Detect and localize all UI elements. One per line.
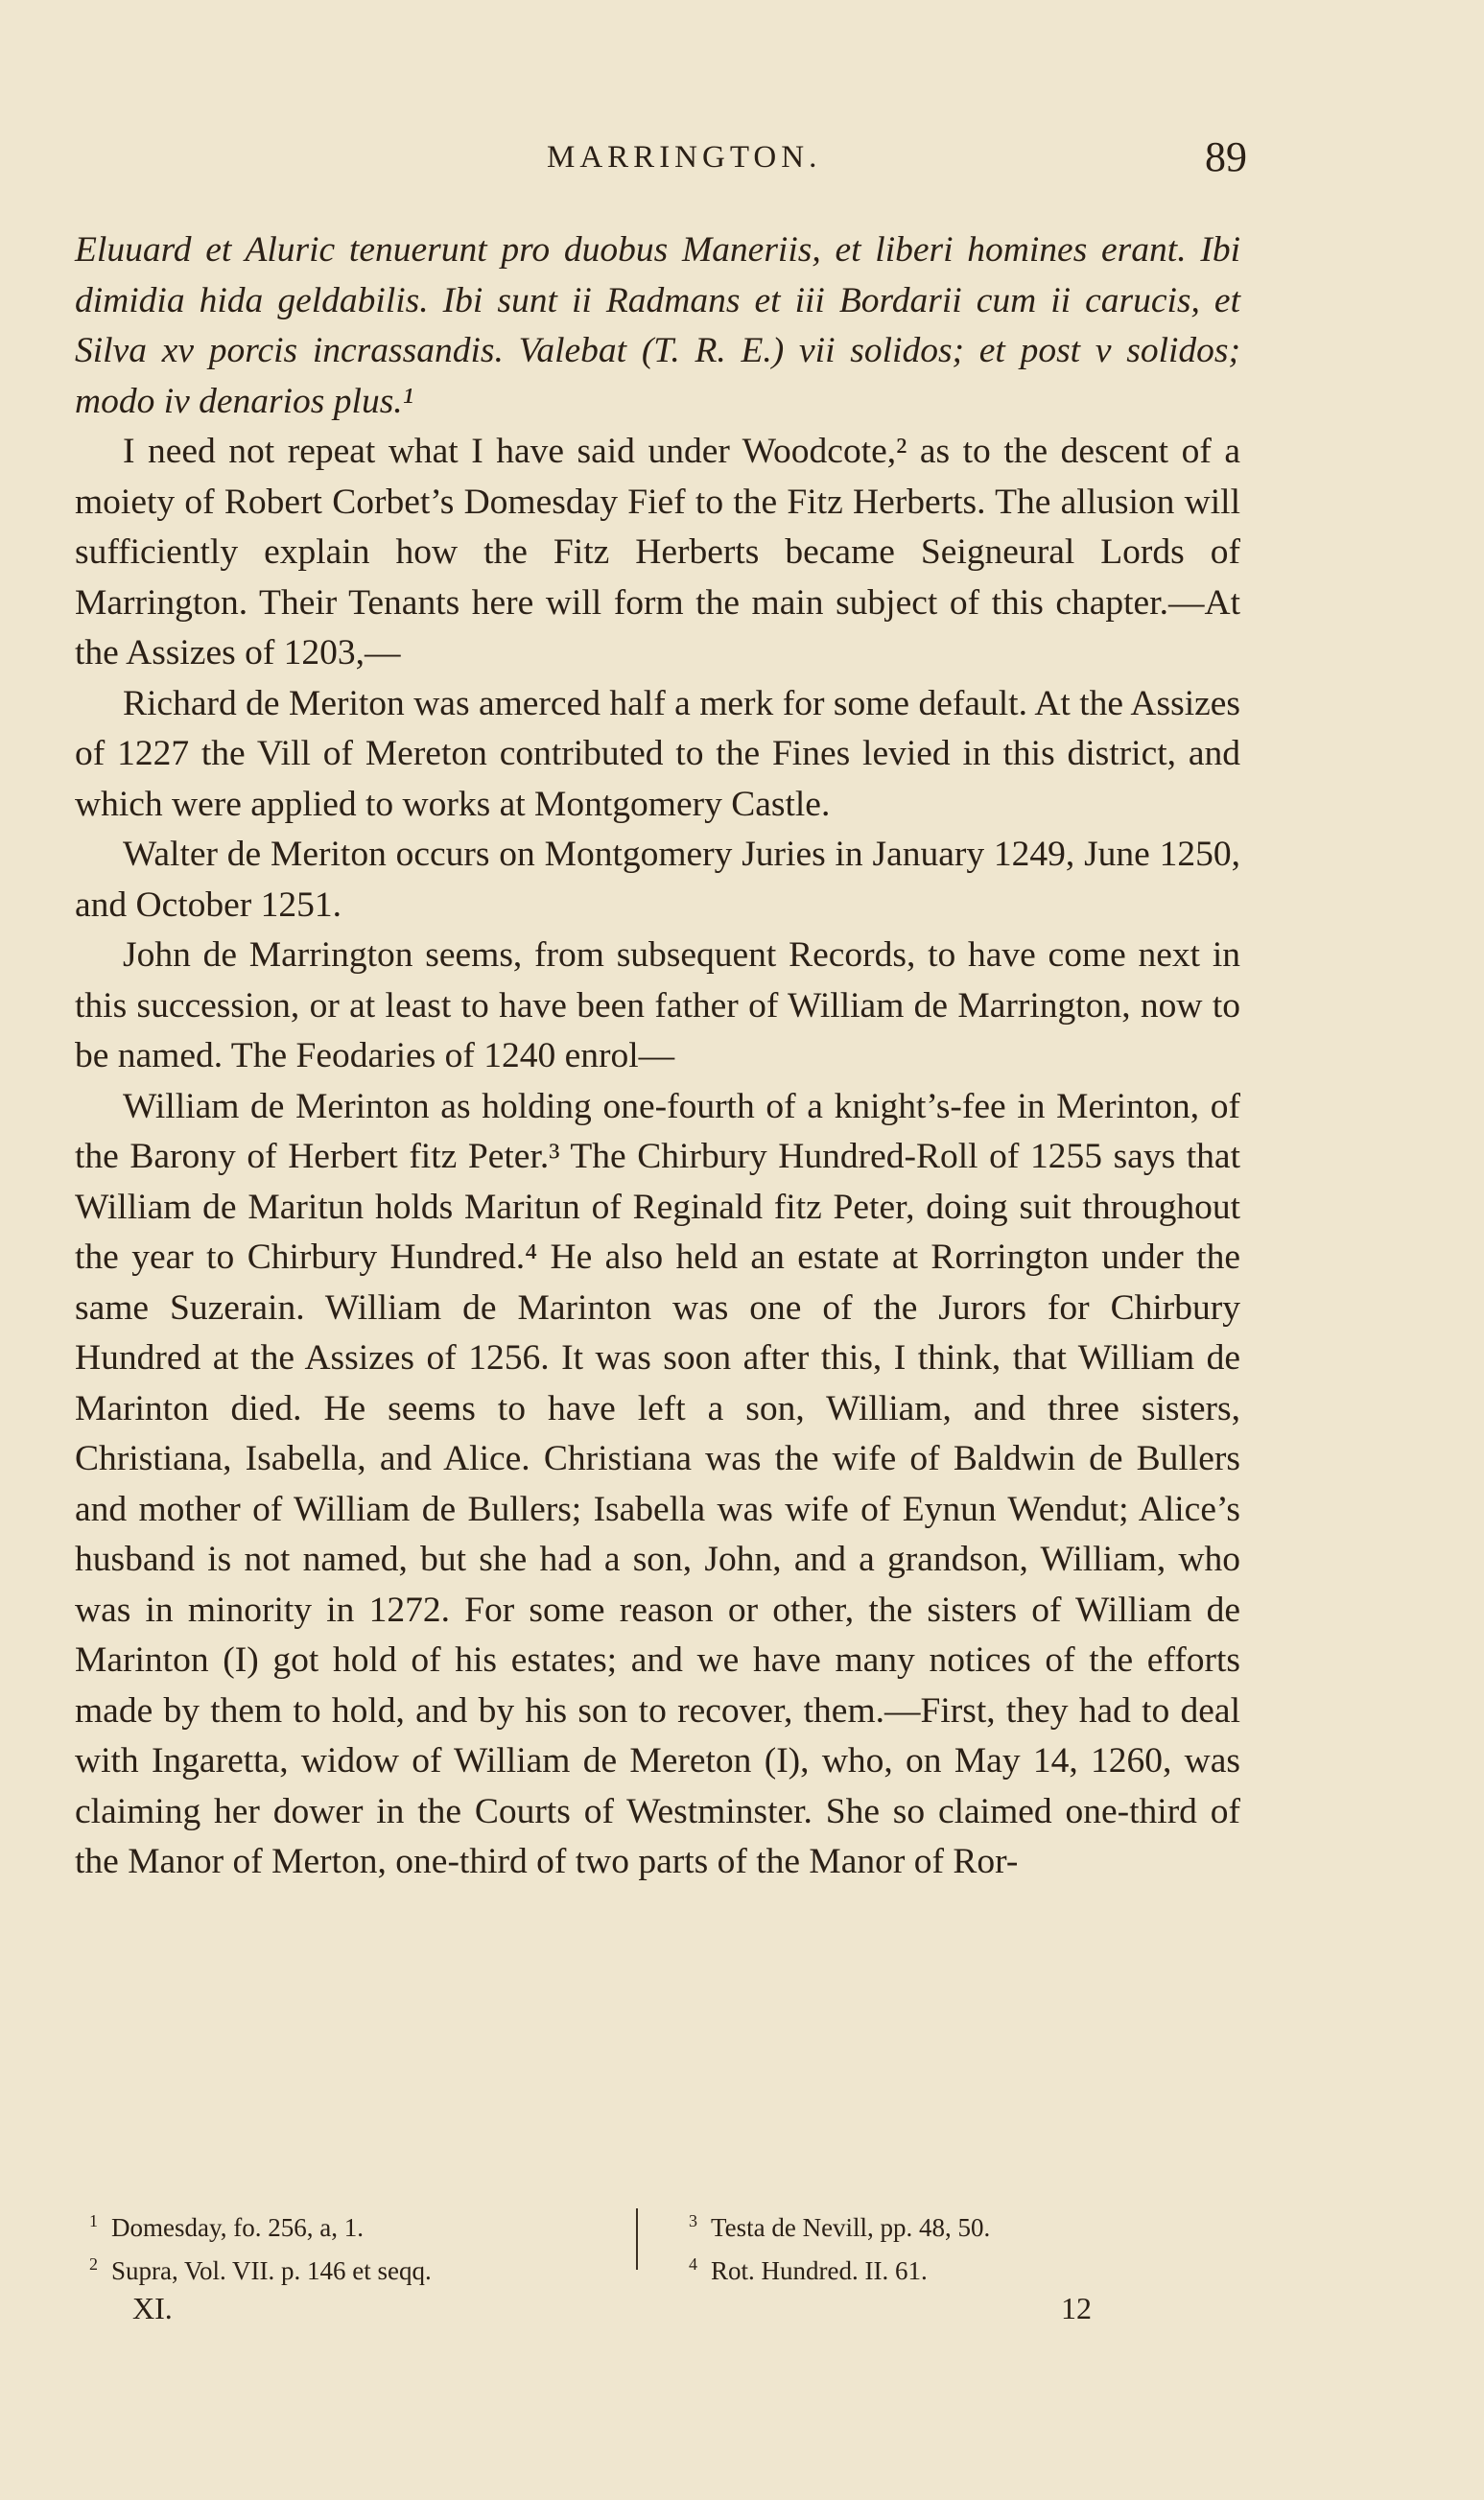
footnote-marker: 2 bbox=[89, 2254, 98, 2274]
footnote-text: Testa de Nevill, pp. 48, 50. bbox=[711, 2213, 991, 2242]
page-number: 89 bbox=[1205, 133, 1247, 180]
footnotes bbox=[75, 2203, 1240, 2285]
footnotes-left-column bbox=[89, 2203, 626, 2289]
paragraph-richard: Richard de Meriton was amerced half a merk for some default. At the Assizes of 1227 the Vill of Mereton contributed to the Fines levied in this district, and which were applied to works at Montgomery Castle. bbox=[75, 683, 1240, 824]
footnote-text: Rot. Hundred. II. 61. bbox=[711, 2256, 928, 2285]
paragraph-walter: Walter de Meriton occurs on Montgomery Juries in January 1249, June 1250, and October 1251. bbox=[75, 835, 1240, 925]
footnote-marker: 4 bbox=[689, 2254, 697, 2274]
running-head: MARRINGTON. bbox=[547, 140, 822, 175]
volume-mark: XI. bbox=[132, 2291, 173, 2325]
footnote-marker: 1 bbox=[89, 2211, 98, 2230]
body-text bbox=[75, 225, 1240, 1888]
footnote-divider bbox=[636, 2208, 638, 2270]
footnote-text: Domesday, fo. 256, a, 1. bbox=[111, 2213, 364, 2242]
sheet-mark: 12 bbox=[1061, 2291, 1092, 2325]
paragraph-descent: I need not repeat what I have said under Woodcote,² as to the descent of a moiety of Robert Corbet’s Domesday Fief to the Fitz Herberts. The allusion will sufficiently explain how the Fitz Herberts became Seigneural Lords of Marrington. Their Tenants here will form the main subject of this chapter.—At the Assizes of 1203,— bbox=[75, 432, 1240, 672]
paragraph-domesday-extract: Eluuard et Aluric tenuerunt pro duobus Maneriis, et liberi homines erant. Ibi dimidia hida geldabilis. Ibi sunt ii Radmans et iii Bordarii cum ii carucis, et Silva xv porcis incrassandis. Valebat (T. R. E.) vii solidos; et post v solidos; modo iv denarios plus.¹ bbox=[75, 230, 1240, 421]
footnote-3 bbox=[689, 2203, 1226, 2246]
footnote-4 bbox=[689, 2246, 1226, 2289]
footnote-2 bbox=[89, 2246, 626, 2289]
page-header bbox=[96, 132, 1247, 190]
footnote-marker: 3 bbox=[689, 2211, 697, 2230]
footnote-1 bbox=[89, 2203, 626, 2246]
paragraph-william: William de Merinton as holding one-fourth of a knight’s-fee in Merinton, of the Barony of Herbert fitz Peter.³ The Chirbury Hundred-Roll of 1255 says that William de Maritun holds Maritun of Reginald fitz Peter, doing suit throughout the year to Chirbury Hundred.⁴ He also held an estate at Rorrington under the same Suzerain. William de Marinton was one of the Jurors for Chirbury Hundred at the Assizes of 1256. It was soon after this, I think, that William de Marinton died. He seems to have left a son, William, and three sisters, Christiana, Isabella, and Alice. Christiana was the wife of Baldwin de Bullers and mother of William de Bullers; Isabella was wife of Eynun Wendut; Alice’s husband is not named, but she had a son, John, and a grandson, William, who was in minority in 1272. For some reason or other, the sisters of William de Marinton (I) got hold of his estates; and we have many notices of the efforts made by them to hold, and by his son to recover, them.—First, they had to deal with Ingaretta, widow of William de Mereton (I), who, on May 14, 1260, was claiming her dower in the Courts of Westminster. She so claimed one-third of the Manor of Merton, one-third of two parts of the Manor of Ror- bbox=[75, 1086, 1240, 1881]
footnotes-right-column bbox=[689, 2203, 1226, 2289]
paragraph-john: John de Marrington seems, from subsequent Records, to have come next in this succession, or at least to have been father of William de Marrington, now to be named. The Feodaries of 1240 enrol— bbox=[75, 935, 1240, 1075]
footnote-text: Supra, Vol. VII. p. 146 et seqq. bbox=[111, 2256, 432, 2285]
